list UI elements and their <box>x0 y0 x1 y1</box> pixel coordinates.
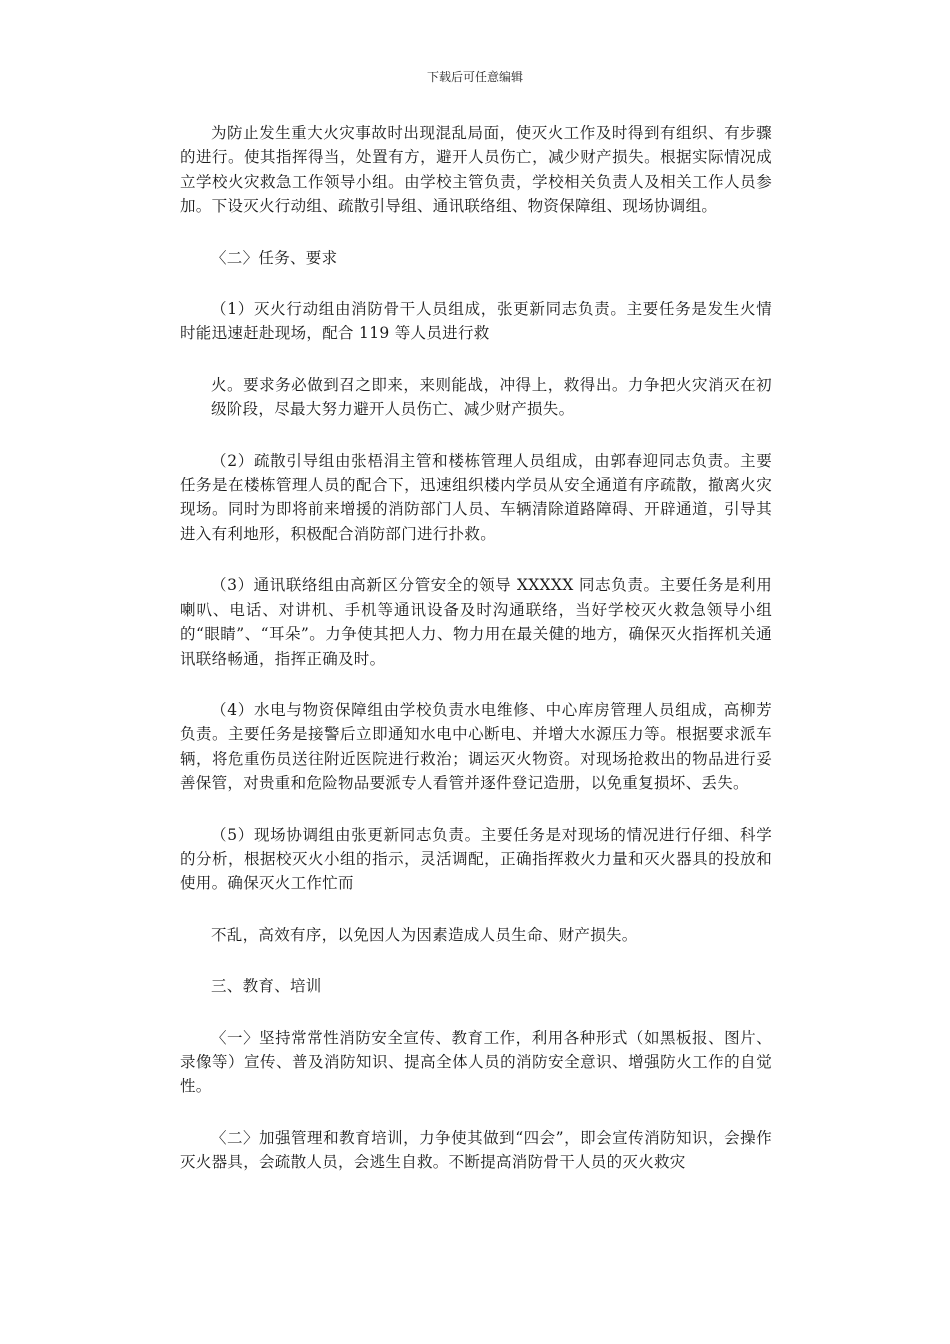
paragraph-training-1: 〈一〉坚持常常性消防安全宣传、教育工作，利用各种形式（如黑板报、图片、录像等）宣传、普及消防知识、提高全体人员的消防安全意识、增强防火工作的自觉性。 <box>180 1028 772 1096</box>
paragraph-training-2: 〈二〉加强管理和教育培训，力争使其做到“四会”，即会宣传消防知识，会操作灭火器具，会疏散人员，会逃生自救。不断提高消防骨干人员的灭火救灾 <box>180 1128 772 1172</box>
paragraph-intro: 为防止发生重大火灾事故时出现混乱局面，使灭火工作及时得到有组织、有步骤的进行。使其指挥得当，处置有方，避开人员伤亡，减少财产损失。根据实际情况成立学校火灾救急工作领导小组。由学校主管负责，学校相关负责人及相关工作人员参加。下设灭火行动组、疏散引导组、通讯联络组、物资保障组、现场协调组。 <box>180 124 772 216</box>
paragraph-task-4: （4）水电与物资保障组由学校负责水电维修、中心库房管理人员组成，高柳芳负责。主要任务是接警后立即通知水电中心断电、并增大水源压力等。根据要求派车辆，将危重伤员送往附近医院进行救治；调运灭火物资。对现场抢救出的物品进行妥善保管，对贵重和危险物品要派专人看管并逐件登记造册，以免重复损坏、丢失。 <box>180 700 772 793</box>
paragraph-task-5-cont: 不乱，高效有序，以免因人为因素造成人员生命、财产损失。 <box>211 925 638 944</box>
paragraph-task-2: （2）疏散引导组由张梧涓主管和楼栋管理人员组成，由郭春迎同志负责。主要任务是在楼栋管理人员的配合下，迅速组织楼内学员从安全通道有序疏散，撤离火灾现场。同时为即将前来增援的消防部门人员、车辆清除道路障碍、开辟通道，引导其进入有利地形，积极配合消防部门进行扑救。 <box>180 451 772 543</box>
paragraph-task-1-cont: 火。要求务必做到召之即来，来则能战，冲得上，救得出。力争把火灾消灭在初级阶段，尽最大努力避开人员伤亡、减少财产损失。 <box>211 375 772 419</box>
document-body <box>180 121 772 1202</box>
paragraph-task-5: （5）现场协调组由张更新同志负责。主要任务是对现场的情况进行仔细、科学的分析，根据校灭火小组的指示，灵活调配，正确指挥救火力量和灭火器具的投放和使用。确保灭火工作忙而 <box>180 825 772 893</box>
paragraph-task-3: （3）通讯联络组由高新区分管安全的领导 XXXXX 同志负责。主要任务是利用喇叭、电话、对讲机、手机等通讯设备及时沟通联络，当好学校灭火救急领导小组的“眼睛”、“耳朵”。力争使其把人力、物力用在最关健的地方，确保灭火指挥机关通讯联络畅通，指挥正确及时。 <box>180 576 772 668</box>
section-heading-training: 三、教育、培训 <box>211 977 322 996</box>
section-heading-tasks: 〈二〉任务、要求 <box>211 248 338 267</box>
paragraph-task-1: （1）灭火行动组由消防骨干人员组成，张更新同志负责。主要任务是发生火情时能迅速赶赴现场，配合 119 等人员进行救 <box>180 300 772 343</box>
page-header: 下载后可任意编辑 <box>426 70 523 84</box>
